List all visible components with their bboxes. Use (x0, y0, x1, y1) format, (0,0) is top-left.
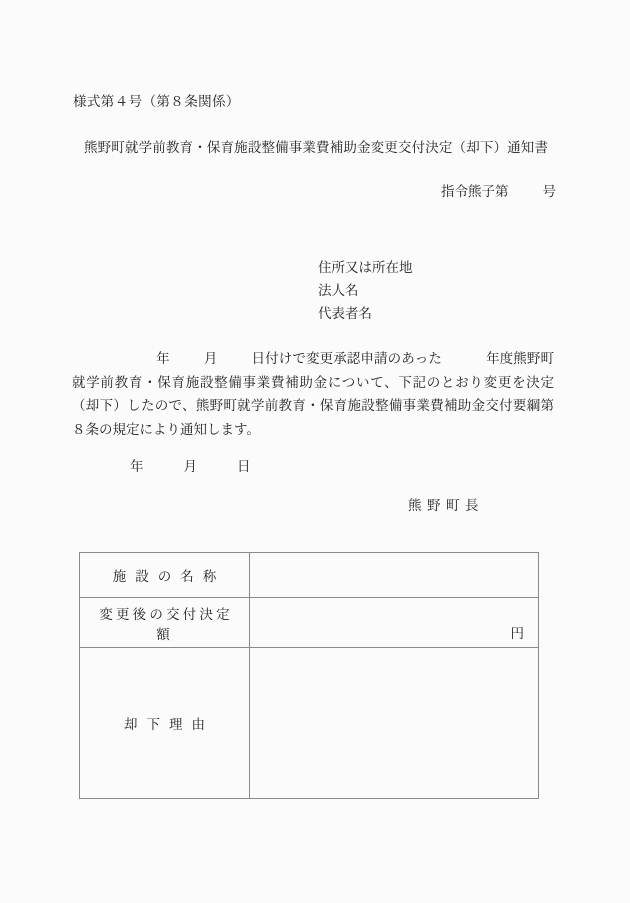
application-year-label: 年 (156, 351, 170, 366)
facility-name-label-cell (80, 553, 250, 598)
facility-name-value-cell[interactable] (250, 553, 539, 598)
rejection-reason-label: 却下理由 (124, 717, 214, 732)
revised-amount-label-cell (80, 598, 250, 648)
yen-unit-label: 円 (510, 626, 524, 641)
body-line-2: 教育・保育施設整備事業費補助金について、下記のとおり変更を決定（却下） (72, 374, 554, 413)
table-row (80, 553, 539, 598)
facility-name-label: 施設の名称 (112, 569, 226, 584)
body-line-3: したので、熊野町就学前教育・保育施設整備事業費補助金交付要綱第８条の規 (72, 398, 555, 437)
page-title: 熊野町就学前教育・保育施設整備事業費補助金変更交付決定（却下）通知書 (84, 140, 549, 155)
rejection-reason-value-cell[interactable] (250, 648, 539, 799)
form-number: 様式第４号（第８条関係） (73, 94, 240, 109)
document-serial-number (441, 180, 556, 200)
addressee-address-label: 住所又は所在地 (318, 260, 413, 275)
revised-amount-label: 変更後の交付決定額 (99, 606, 233, 642)
notification-table (79, 552, 539, 799)
issue-day-label: 日 (237, 459, 251, 474)
revised-amount-value-cell[interactable] (250, 598, 539, 648)
body-paragraph (72, 347, 554, 441)
addressee-corporation-label: 法人名 (318, 283, 359, 298)
table-row (80, 598, 539, 648)
serial-suffix-label: 号 (542, 184, 556, 199)
application-month-label: 月 (203, 351, 218, 366)
body-line-4: 定により通知します。 (126, 421, 260, 437)
issuer-name: 熊野町長 (408, 498, 484, 513)
table-row (80, 648, 539, 799)
application-day-label: 日付けで変更承認申請のあった (251, 351, 442, 366)
rejection-reason-label-cell (80, 648, 250, 799)
addressee-block (318, 256, 413, 325)
issue-year-label: 年 (130, 459, 144, 474)
fiscal-year-label: 年度熊野町就学前 (72, 351, 554, 390)
issue-month-label: 月 (183, 459, 197, 474)
issue-date-line (130, 455, 251, 475)
serial-prefix-label: 指令熊子第 (441, 184, 509, 199)
addressee-representative-label: 代表者名 (318, 306, 372, 321)
